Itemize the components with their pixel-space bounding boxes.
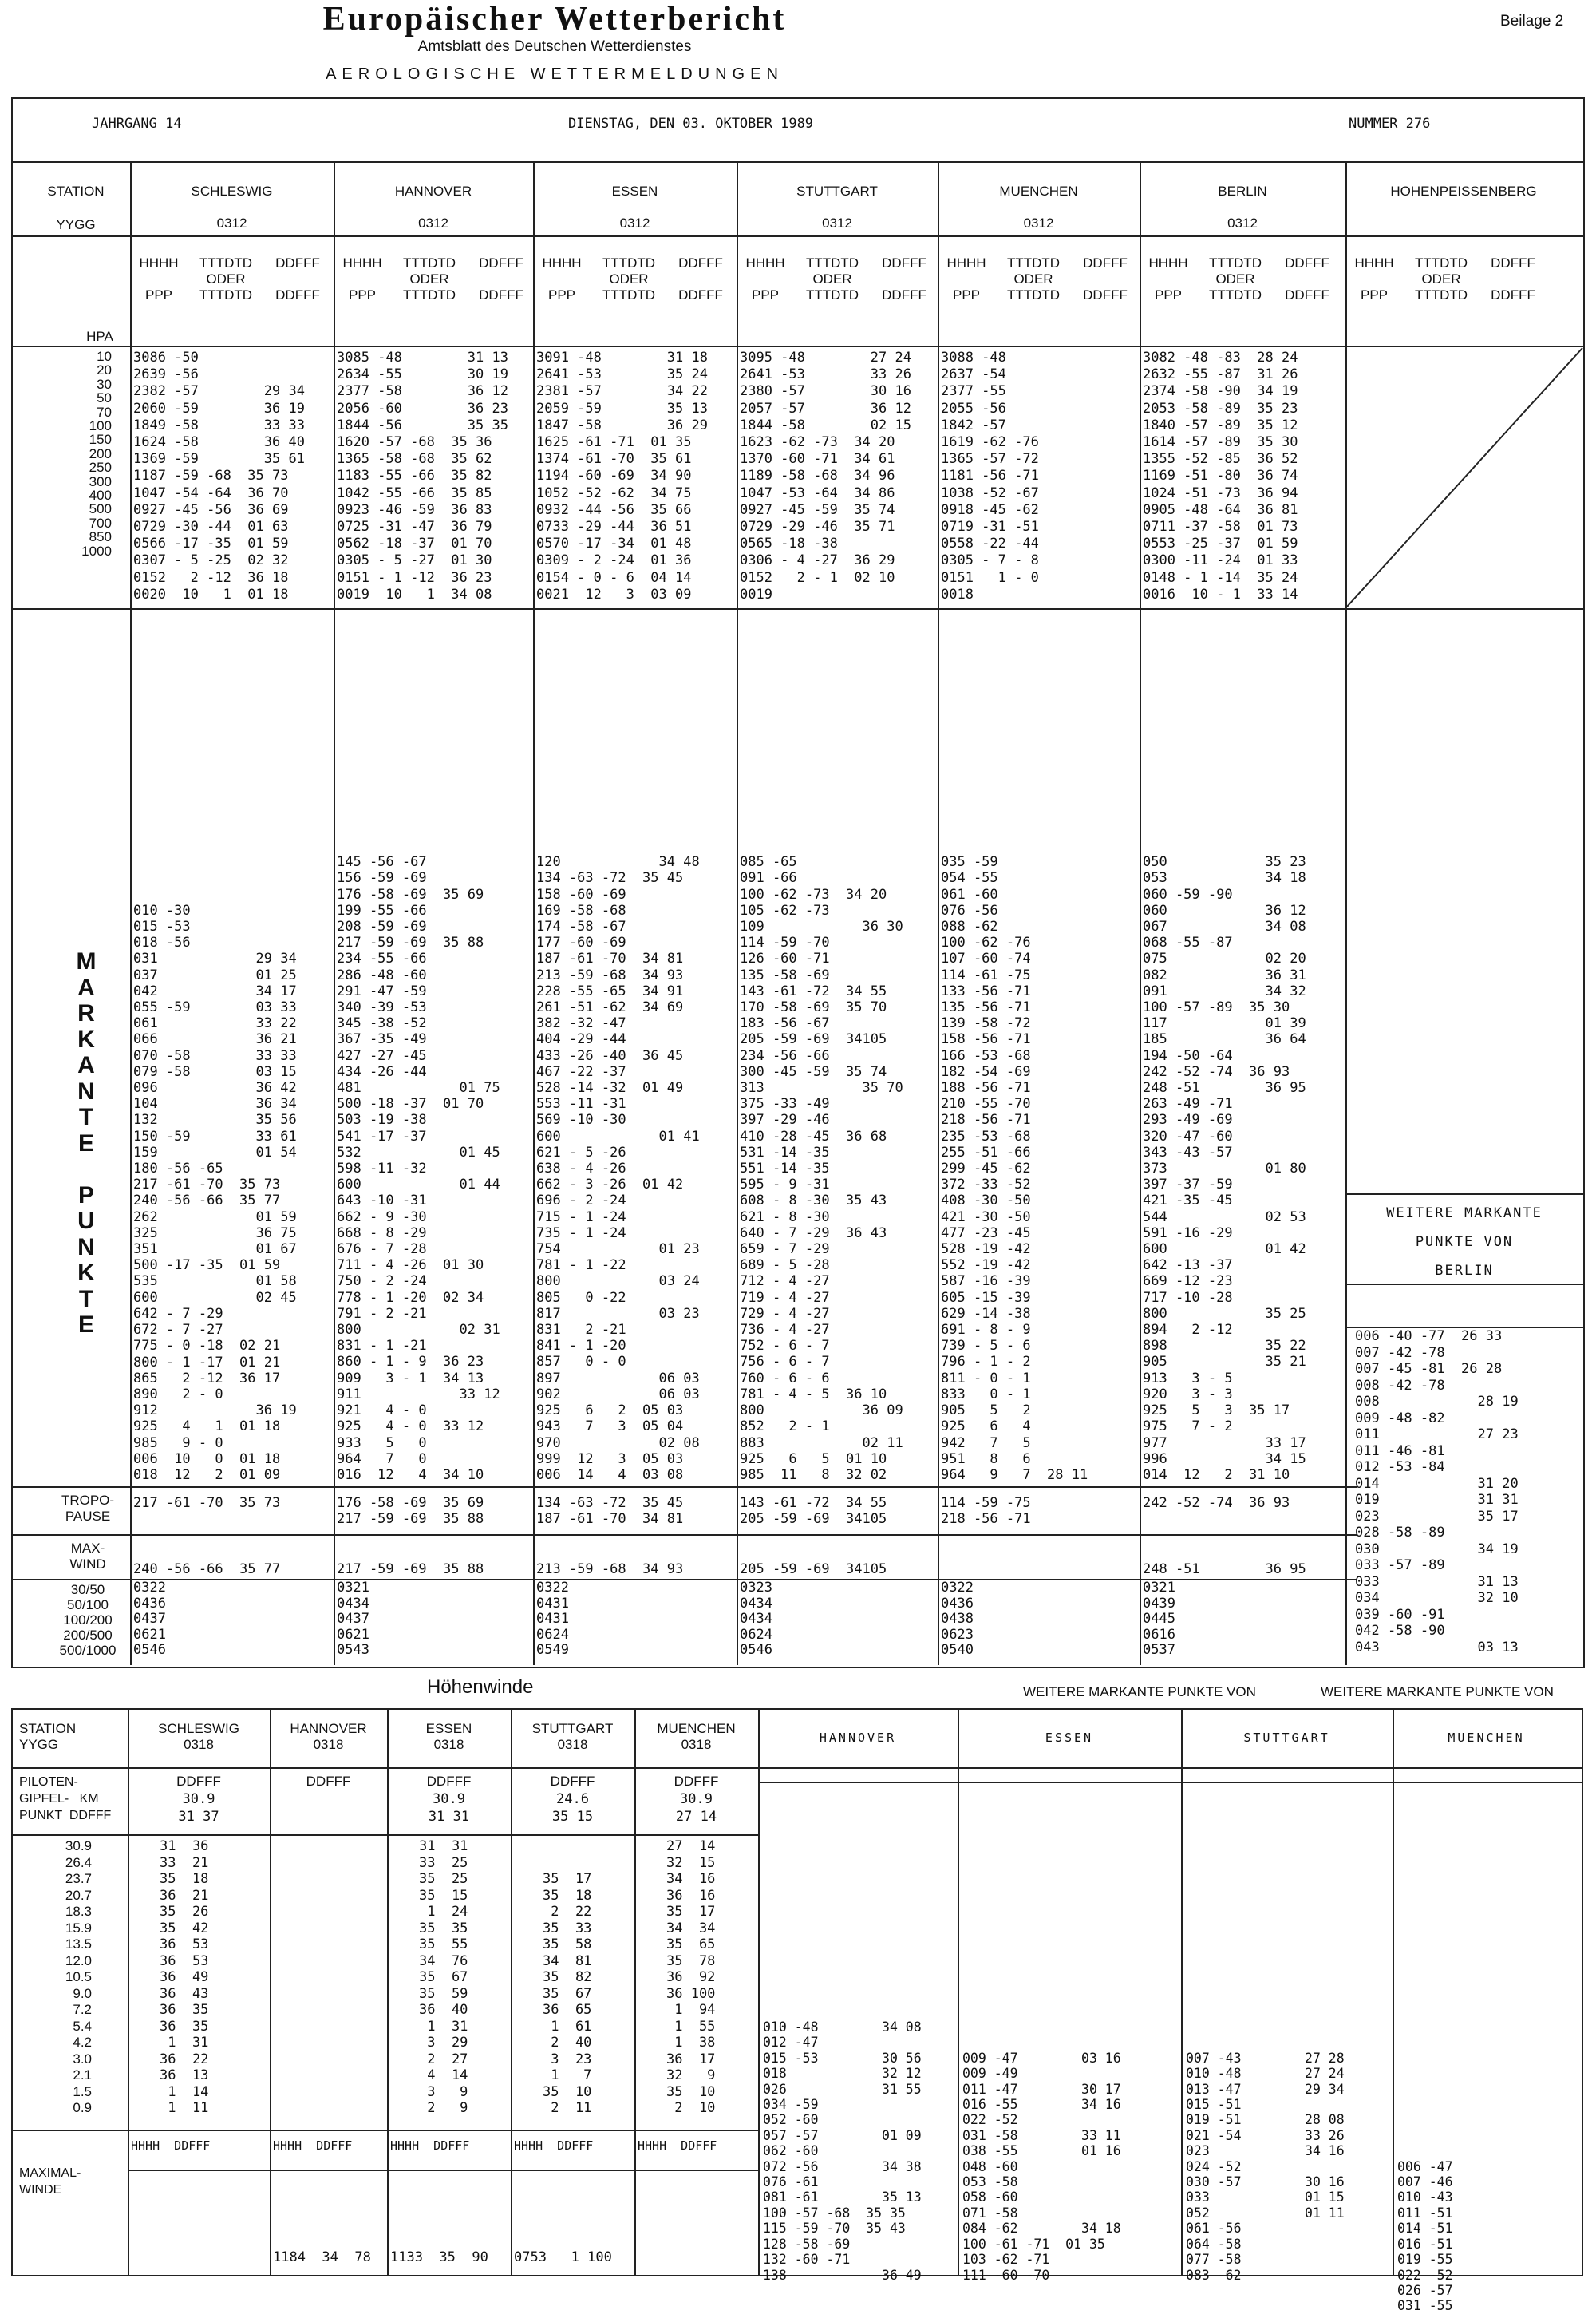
station-name: HANNOVER [394, 184, 472, 199]
col-ddfff: DDFFF [1491, 255, 1535, 271]
pilot-ddfff: DDFFF [550, 1774, 595, 1789]
std-level-values: 3082 -48 -83 28 24 2632 -55 -87 31 26 2374 -58 -90 34 19 2053 -58 -89 35 23 1840 -57 -89 35 12 1614 -57 -89 35 30 1355 -52 -85 36 52 1169 -51 -80 36 74 1024 -51 -73 36 94 0905 -48 -64 36 81 0711 -37 -58 01 73 0553 -25 -37 01 59 0300 -11 -24 01 33 0148 - 1 -14 35 24 0016 10 - 1 33 14 [1143, 350, 1298, 603]
pilot-val: 35 15 [551, 1809, 594, 1825]
col-ddfff2: DDFFF [882, 287, 926, 303]
col-oder: ODER [1013, 271, 1053, 287]
tropopause-values: 143 -61 -72 34 55 205 -59 -69 34105 [740, 1495, 887, 1527]
col-ttdtd: TTTDTD [1208, 255, 1262, 271]
maximal-head: HHHH DDFFF [273, 2138, 353, 2153]
col-hhhh: HHHH [745, 255, 785, 271]
station-yygg: 0312 [1023, 216, 1054, 231]
pilot-ddfff: DDFFF [176, 1774, 221, 1789]
station-name: HOHENPEISSENBERG [1390, 184, 1537, 199]
col-ttdtd: TTTDTD [199, 255, 253, 271]
col-ppp: PPP [144, 287, 173, 303]
col-ttdtd2: TTTDTD [805, 287, 859, 303]
markante-letter: N [77, 1078, 95, 1105]
section-title: AEROLOGISCHE WETTERMELDUNGEN [326, 65, 784, 83]
tropopause-values: 114 -59 -75 218 -56 -71 [941, 1495, 1031, 1527]
shear-values: 0321 0439 0445 0616 0537 [1143, 1580, 1175, 1658]
pilot-station-name: ESSEN [425, 1721, 472, 1736]
pilot-station-yygg: 0318 [184, 1737, 214, 1752]
col-hhhh: HHHH [1148, 255, 1188, 271]
maxwind-values: 205 -59 -69 34105 [740, 1561, 887, 1577]
std-level-values: 3091 -48 31 18 2641 -53 35 24 2381 -57 34 22 2059 -59 35 13 1847 -58 36 29 1625 -61 -71 01 35 1374 -61 -70 35 61 1194 -60 -69 34 90 1052 -52 -62 34 75 0932 -44 -56 35 66 0733 -29 -44 36 51 0570 -17 -34 01 48 0309 - 2 -24 01 36 0154 - 0 - 6 04 14 0021 12 3 03 09 [536, 350, 708, 603]
markante-letter: N [77, 1233, 95, 1260]
weitere-values: 009 -47 03 16 009 -49 011 -47 30 17 016 -55 34 16 022 -52 031 -58 33 11 038 -55 01 16 048 -60 053 -58 058 -60 071 -58 084 -62 34 18 100 -61 -71 01 35 103 -62 -71 111 -60 -70 [962, 2050, 1121, 2283]
maximal-values: 1184 34 78 [273, 2249, 371, 2265]
hoehenwinde-title: Höhenwinde [427, 1676, 534, 1698]
station-name: BERLIN [1218, 184, 1267, 199]
maximalwinde-label: MAXIMAL- WINDE [19, 2166, 81, 2197]
tropopause-values: 134 -63 -72 35 45 187 -61 -70 34 81 [536, 1495, 684, 1527]
tropopause-values: 217 -61 -70 35 73 [133, 1495, 281, 1511]
station-name: STUTTGART [796, 184, 878, 199]
col-ttdtd: TTTDTD [1414, 255, 1468, 271]
col-ttdtd2: TTTDTD [1414, 287, 1468, 303]
shear-label: 30/50 50/100 100/200 200/500 500/1000 [59, 1582, 117, 1658]
weitere-von-label-1: WEITERE MARKANTE PUNKTE VON [1023, 1684, 1256, 1699]
markante-values: 145 -56 -67 156 -59 -69 176 -58 -69 35 69 199 -55 -66 208 -59 -69 217 -59 -69 35 88 234 -55 -66 286 -48 -60 291 -47 -59 340 -39 -53 345 -38 -52 367 -35 -49 427 -27 -45 434 -26 -44 481 01 75 500 -18 -37 01 70 503 -19 -38 541 -17 -37 532 01 45 598 -11 -32 600 01 44 643 -10 -31 662 - 9 -30 668 - 8 -29 676 - 7 -28 711 - 4 -26 01 30 750 - 2 -24 778 - 1 -20 02 34 791 - 2 -21 800 02 31 831 - 1 -21 860 - 1 - 9 36 23 909 3 - 1 34 13 911 33 12 921 4 - 0 925 4 - 0 33 12 933 5 0 964 7 0 016 12 4 34 10 [337, 854, 500, 1483]
pilot-column-values: 31 36 33 21 35 18 36 21 35 26 35 42 36 53 36 53 36 49 36 43 36 35 36 35 1 31 36 22 36 13 1 14 1 11 [160, 1838, 209, 2116]
hpa-label: HPA [86, 329, 113, 344]
tropopause-values: 176 -58 -69 35 69 217 -59 -69 35 88 [337, 1495, 484, 1527]
col-ttdtd2: TTTDTD [199, 287, 253, 303]
maximal-head: HHHH DDFFF [390, 2138, 470, 2153]
col-hhhh: HHHH [1354, 255, 1394, 271]
col-oder: ODER [812, 271, 852, 287]
berlin-extra-values: 006 -40 -77 26 33 007 -42 -78 007 -45 -81 26 28 008 -42 -78 008 28 19 009 -48 -82 011 27 23 011 -46 -81 012 -53 -84 014 31 20 019 31 31 023 35 17 028 -58 -89 030 34 19 033 -57 -89 033 31 13 034 32 10 039 -60 -91 042 -58 -90 043 03 13 [1355, 1328, 1519, 1655]
col-hhhh: HHHH [342, 255, 382, 271]
date-label: DIENSTAG, DEN 03. OKTOBER 1989 [568, 116, 814, 132]
markante-letter: K [77, 1260, 95, 1286]
pilot-station-yygg: 0318 [433, 1737, 464, 1752]
station-yygg: 0312 [418, 216, 448, 231]
station-yygg: 0312 [1227, 216, 1258, 231]
markante-letter: A [77, 1052, 95, 1078]
pilot-column-values: 31 31 33 25 35 25 35 15 1 24 35 35 35 55 34 76 35 67 35 59 36 40 1 31 3 29 2 27 4 14 3 9 2 9 [419, 1838, 468, 2116]
pilot-ddfff: DDFFF [674, 1774, 719, 1789]
col-ddfff: DDFFF [678, 255, 723, 271]
markante-letter: E [77, 1311, 94, 1338]
std-level-values: 3085 -48 31 13 2634 -55 30 19 2377 -58 36 12 2056 -60 36 23 1844 -56 35 35 1620 -57 -68 35 36 1365 -58 -68 35 62 1183 -55 -66 35 82 1042 -55 -66 35 85 0923 -46 -59 36 83 0725 -31 -47 36 79 0562 -18 -37 01 70 0305 - 5 -27 01 30 0151 - 1 -12 36 23 0019 10 1 34 08 [337, 350, 508, 603]
pilot-km: 30.9 [182, 1791, 215, 1807]
markante-letter: R [77, 1000, 95, 1026]
pilot-station-yygg: 0318 [313, 1737, 344, 1752]
shear-values: 0322 0436 0438 0623 0540 [941, 1580, 974, 1658]
pilot-column-values: 27 14 32 15 34 16 36 16 35 17 34 34 35 65 35 78 36 92 36 100 1 94 1 55 1 38 36 17 32 9 35 10 2 10 [666, 1838, 716, 2116]
weitere-station-name: HANNOVER [819, 1731, 897, 1745]
weitere-station-name: ESSEN [1045, 1731, 1094, 1745]
col-ddfff2: DDFFF [1285, 287, 1329, 303]
col-ttdtd2: TTTDTD [402, 287, 456, 303]
col-ddfff: DDFFF [882, 255, 926, 271]
markante-letter: M [76, 948, 97, 975]
markante-values: 085 -65 091 -66 100 -62 -73 34 20 105 -62 -73 109 36 30 114 -59 -70 126 -60 -71 135 -58 -69 143 -61 -72 34 55 170 -58 -69 35 70 183 -56 -67 205 -59 -69 34105 234 -56 -66 300 -45 -59 35 74 313 35 70 375 -33 -49 397 -29 -46 410 -28 -45 36 68 531 -14 -35 551 -14 -35 595 - 9 -31 608 - 8 -30 35 43 621 - 8 -30 640 - 7 -29 36 43 659 - 7 -29 689 - 5 -28 712 - 4 -27 719 - 4 -27 729 - 4 -27 736 - 4 -27 752 - 6 - 7 756 - 6 - 7 760 - 6 - 6 781 - 4 - 5 36 10 800 36 09 852 2 - 1 883 02 11 925 6 5 01 10 985 11 8 32 02 [740, 854, 903, 1483]
weitere-station-name: STUTTGART [1243, 1731, 1330, 1745]
col-ddfff: DDFFF [275, 255, 320, 271]
pilot-station-name: STUTTGART [531, 1721, 614, 1736]
maxwind-label: MAX- WIND [69, 1541, 106, 1572]
col-oder: ODER [409, 271, 449, 287]
maximal-values: 0753 1 100 [514, 2249, 612, 2265]
col-oder: ODER [1215, 271, 1255, 287]
markante-letter: U [77, 1208, 95, 1234]
page-subtitle: Amtsblatt des Deutschen Wetterdienstes [417, 38, 692, 55]
col-ddfff2: DDFFF [479, 287, 523, 303]
station-yygg: 0312 [216, 216, 247, 231]
col-ttdtd: TTTDTD [602, 255, 656, 271]
maximal-values: 1133 35 90 [390, 2249, 488, 2265]
weitere-values: 007 -43 27 28 010 -48 27 24 013 -47 29 34 015 -51 019 -51 28 08 021 -54 33 26 023 34 16 024 -52 030 -57 30 16 033 01 15 052 01 11 061 -56 064 -58 077 -58 083 -62 [1186, 2050, 1345, 2283]
piloten-label: PILOTEN- GIPFEL- KM PUNKT DDFFF [19, 1775, 112, 1822]
maxwind-values: 217 -59 -69 35 88 [337, 1561, 484, 1577]
pilot-km: 24.6 [556, 1791, 589, 1807]
pilot-km: 30.9 [433, 1791, 465, 1807]
pilot-station-yygg: 0318 [557, 1737, 588, 1752]
station-yygg: 0312 [619, 216, 650, 231]
pilot-km-levels: 30.9 26.4 23.7 20.7 18.3 15.9 13.5 12.0 10.5 9.0 7.2 5.4 4.2 3.0 2.1 1.5 0.9 [65, 1838, 92, 2115]
station-name: SCHLESWIG [191, 184, 273, 199]
weitere-von-label-2: WEITERE MARKANTE PUNKTE VON [1321, 1684, 1554, 1699]
tropopause-values: 242 -52 -74 36 93 [1143, 1495, 1290, 1511]
col-oder: ODER [206, 271, 246, 287]
station-label: STATION [47, 184, 105, 199]
col-ttdtd: TTTDTD [805, 255, 859, 271]
pilot-column-values: 35 17 35 18 2 22 35 33 35 58 34 81 35 82 35 67 36 65 1 61 2 40 3 23 1 7 35 10 2 11 [543, 1871, 592, 2116]
lower-station-label: STATION YYGG [19, 1721, 77, 1752]
markante-letter: T [78, 1285, 94, 1312]
jahrgang-label: JAHRGANG 14 [92, 116, 182, 132]
markante-values: 120 34 48 134 -63 -72 35 45 158 -60 -69 169 -58 -68 174 -58 -67 177 -60 -69 187 -61 -70 34 81 213 -59 -68 34 93 228 -55 -65 34 91 261 -51 -62 34 69 382 -32 -47 404 -29 -44 433 -26 -40 36 45 467 -22 -37 528 -14 -32 01 49 553 -11 -31 569 -10 -30 600 01 41 621 - 5 -26 638 - 4 -26 662 - 3 -26 01 42 696 - 2 -24 715 - 1 -24 735 - 1 -24 754 01 23 781 - 1 -22 800 03 24 805 0 -22 817 03 23 831 2 -21 841 - 1 -20 857 0 - 0 897 06 03 902 06 03 925 6 2 05 03 943 7 3 05 04 970 02 08 999 12 3 05 03 006 14 4 03 08 [536, 854, 700, 1483]
col-ddfff2: DDFFF [678, 287, 723, 303]
col-ttdtd: TTTDTD [402, 255, 456, 271]
markante-letter: P [77, 1181, 94, 1208]
col-ddfff: DDFFF [479, 255, 523, 271]
col-ddfff: DDFFF [1083, 255, 1128, 271]
page-title: Europäischer Wetterbericht [322, 1, 787, 38]
std-level-values: 3086 -50 2639 -56 2382 -57 29 34 2060 -59 36 19 1849 -58 33 33 1624 -58 36 40 1369 -59 35 61 1187 -59 -68 35 73 1047 -54 -64 36 70 0927 -45 -56 36 69 0729 -30 -44 01 63 0566 -17 -35 01 59 0307 - 5 -25 02 32 0152 2 -12 36 18 0020 10 1 01 18 [133, 350, 305, 603]
col-ppp: PPP [348, 287, 377, 303]
col-hhhh: HHHH [946, 255, 986, 271]
col-ppp: PPP [952, 287, 981, 303]
pilot-station-name: MUENCHEN [657, 1721, 736, 1736]
beilage-label: Beilage 2 [1500, 13, 1564, 30]
maxwind-values: 213 -59 -68 34 93 [536, 1561, 684, 1577]
pilot-km: 30.9 [680, 1791, 713, 1807]
pilot-station-yygg: 0318 [681, 1737, 712, 1752]
col-ppp: PPP [751, 287, 780, 303]
pilot-val: 31 37 [178, 1809, 219, 1825]
markante-values: 010 -30 015 -53 018 -56 031 29 34 037 01 25 042 34 17 055 -59 03 33 061 33 22 066 36 21 070 -58 33 33 079 -58 03 15 096 36 42 104 36 34 132 35 56 150 -59 33 61 159 01 54 180 -56 -65 217 -61 -70 35 73 240 -56 -66 35 77 262 01 59 325 36 75 351 01 67 500 -17 -35 01 59 535 01 58 600 02 45 642 - 7 -29 672 - 7 -27 775 - 0 -18 02 21 800 - 1 -17 01 21 865 2 -12 36 17 890 2 - 0 912 36 19 925 4 1 01 18 985 9 - 0 006 10 0 01 18 018 12 2 01 09 [133, 902, 297, 1483]
hohenpeissenberg-empty-diagonal [1347, 346, 1583, 608]
col-ppp: PPP [1154, 287, 1183, 303]
col-ddfff2: DDFFF [1491, 287, 1535, 303]
shear-values: 0322 0436 0437 0621 0546 [133, 1580, 166, 1658]
station-yygg: 0312 [822, 216, 852, 231]
markante-letter: A [77, 974, 95, 1001]
pilot-ddfff: DDFFF [306, 1774, 351, 1789]
station-name: MUENCHEN [999, 184, 1078, 199]
hpa-levels: 10 20 30 50 70 100 150 200 250 300 400 500 700 850 1000 [81, 349, 112, 559]
col-hhhh: HHHH [139, 255, 179, 271]
std-level-values: 3088 -48 2637 -54 2377 -55 2055 -56 1842 -57 1619 -62 -76 1365 -57 -72 1181 -56 -71 1038 -52 -67 0918 -45 -62 0719 -31 -51 0558 -22 -44 0305 - 7 - 8 0151 1 - 0 0018 [941, 350, 1039, 603]
weitere-values: 010 -48 34 08 012 -47 015 -53 30 56 018 32 12 026 31 55 034 -59 052 -60 057 -57 01 09 062 -60 072 -56 34 38 076 -61 081 -61 35 13 100 -57 -68 35 35 115 -59 -70 35 43 128 -58 -69 132 -60 -71 138 36 49 [763, 2019, 922, 2283]
col-ttdtd: TTTDTD [1006, 255, 1061, 271]
maximal-head: HHHH DDFFF [131, 2138, 211, 2153]
weitere-berlin-label: WEITERE MARKANTE PUNKTE VON BERLIN [1386, 1205, 1543, 1279]
pilot-ddfff: DDFFF [426, 1774, 472, 1789]
maximal-head: HHHH DDFFF [514, 2138, 594, 2153]
col-ttdtd2: TTTDTD [1208, 287, 1262, 303]
maximal-head: HHHH DDFFF [638, 2138, 717, 2153]
col-ddfff2: DDFFF [275, 287, 320, 303]
tropopause-label: TROPO- PAUSE [61, 1493, 115, 1524]
markante-values: 035 -59 054 -55 061 -60 076 -56 088 -62 100 -62 -76 107 -60 -74 114 -61 -75 133 -56 -71 135 -56 -71 139 -58 -72 158 -56 -71 166 -53 -68 182 -54 -69 188 -56 -71 210 -55 -70 218 -56 -71 235 -53 -68 255 -51 -66 299 -45 -62 372 -33 -52 408 -30 -50 421 -30 -50 477 -23 -45 528 -19 -42 552 -19 -42 587 -16 -39 605 -15 -39 629 -14 -38 691 - 8 - 9 739 - 5 - 6 796 - 1 - 2 811 - 0 - 1 833 0 - 1 905 5 2 925 6 4 942 7 5 951 8 6 964 9 7 28 11 [941, 854, 1088, 1483]
col-ddfff: DDFFF [1285, 255, 1329, 271]
col-oder: ODER [609, 271, 649, 287]
shear-values: 0323 0434 0434 0624 0546 [740, 1580, 772, 1658]
pilot-station-name: HANNOVER [290, 1721, 367, 1736]
col-ttdtd2: TTTDTD [602, 287, 656, 303]
col-ppp: PPP [1360, 287, 1389, 303]
maxwind-values: 248 -51 36 95 [1143, 1561, 1306, 1577]
markante-letter: T [78, 1104, 94, 1130]
nummer-label: NUMMER 276 [1349, 116, 1431, 132]
pilot-val: 31 31 [428, 1809, 470, 1825]
markante-values: 050 35 23 053 34 18 060 -59 -90 060 36 12 067 34 08 068 -55 -87 075 02 20 082 36 31 091 34 32 100 -57 -89 35 30 117 01 39 185 36 64 194 -50 -64 242 -52 -74 36 93 248 -51 36 95 263 -49 -71 293 -49 -69 320 -47 -60 343 -43 -57 373 01 80 397 -37 -59 421 -35 -45 544 02 53 591 -16 -29 600 01 42 642 -13 -37 669 -12 -23 717 -10 -28 800 35 25 894 2 -12 898 35 22 905 35 21 913 3 - 5 920 3 - 3 925 5 3 35 17 975 7 - 2 977 33 17 996 34 15 014 12 2 31 10 [1143, 854, 1306, 1483]
col-oder: ODER [1421, 271, 1461, 287]
markante-letter: K [77, 1026, 95, 1053]
maxwind-values: 240 -56 -66 35 77 [133, 1561, 281, 1577]
col-ddfff2: DDFFF [1083, 287, 1128, 303]
shear-values: 0322 0431 0431 0624 0549 [536, 1580, 569, 1658]
shear-values: 0321 0434 0437 0621 0543 [337, 1580, 369, 1658]
weitere-values: 006 -47 007 -46 010 -43 011 -51 014 -51 016 -51 019 -55 022 -52 026 -57 031 -55 [1397, 2158, 1453, 2314]
station-name: ESSEN [611, 184, 658, 199]
col-ttdtd2: TTTDTD [1006, 287, 1061, 303]
pilot-station-name: SCHLESWIG [157, 1721, 240, 1736]
col-hhhh: HHHH [542, 255, 582, 271]
std-level-values: 3095 -48 27 24 2641 -53 33 26 2380 -57 30 16 2057 -57 36 12 1844 -58 02 15 1623 -62 -73 34 20 1370 -60 -71 34 61 1189 -58 -68 34 96 1047 -53 -64 34 86 0927 -45 -59 35 74 0729 -29 -46 35 71 0565 -18 -38 0306 - 4 -27 36 29 0152 2 - 1 02 10 0019 [740, 350, 911, 603]
col-ppp: PPP [547, 287, 576, 303]
markante-letter: E [77, 1129, 94, 1157]
pilot-val: 27 14 [675, 1809, 717, 1825]
yygg-label: YYGG [56, 217, 96, 232]
weitere-station-name: MUENCHEN [1448, 1731, 1525, 1745]
